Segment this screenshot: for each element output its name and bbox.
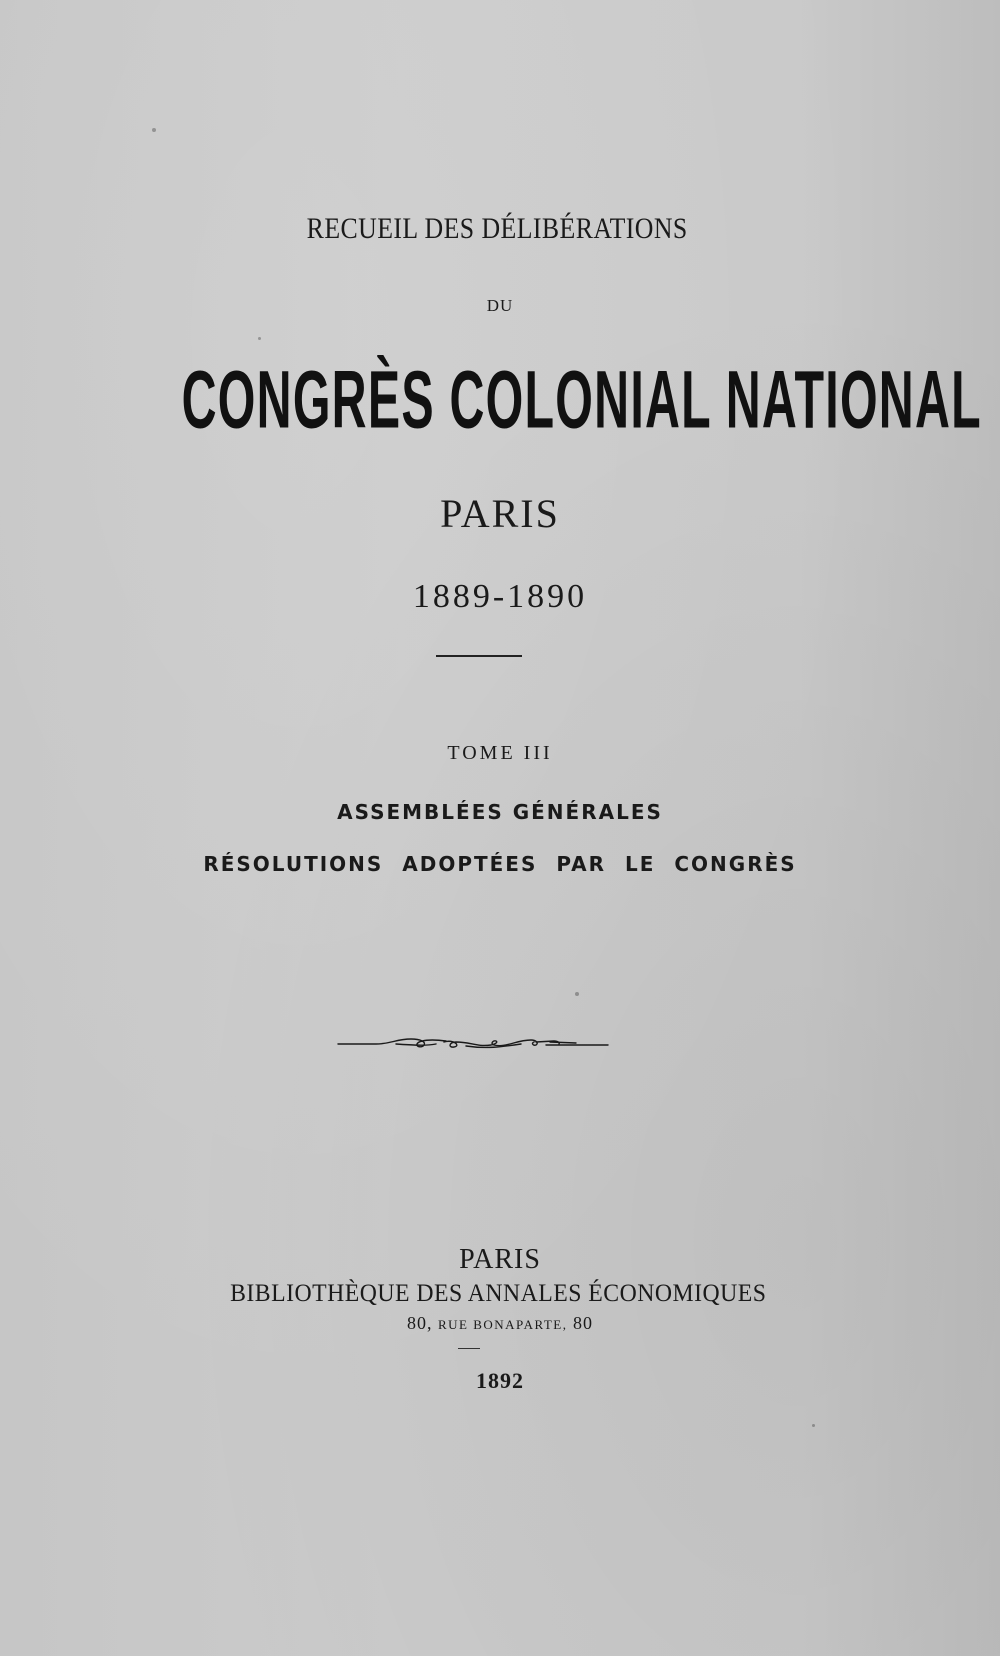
subtitle-assemblees: ASSEMBLÉES GÉNÉRALES xyxy=(337,800,663,824)
paper-speck xyxy=(152,128,156,132)
address-number-left: 80, xyxy=(406,1313,433,1333)
paper-speck xyxy=(575,992,579,996)
imprint-year: 1892 xyxy=(476,1368,524,1393)
imprint-city: PARIS xyxy=(459,1244,541,1275)
paper-speck xyxy=(258,337,261,340)
city-title: PARIS xyxy=(440,491,560,536)
imprint-publisher: BIBLIOTHÈQUE DES ANNALES ÉCONOMIQUES xyxy=(230,1280,767,1307)
address-street: RUE BONAPARTE, xyxy=(437,1317,568,1332)
heading-du: DU xyxy=(486,296,514,315)
heading-recueil: RECUEIL DES DÉLIBÉRATIONS xyxy=(306,212,688,245)
years: 1889-1890 xyxy=(412,578,588,615)
volume-label: TOME III xyxy=(447,742,553,764)
address-number-right: 80 xyxy=(573,1313,594,1333)
imprint-rule xyxy=(458,1348,480,1349)
paper-speck xyxy=(812,1424,815,1427)
divider-rule xyxy=(436,655,522,657)
ornament-flourish-icon xyxy=(336,1030,611,1052)
subtitle-resolutions: RÉSOLUTIONS ADOPTÉES PAR LE CONGRÈS xyxy=(203,852,797,876)
imprint-address xyxy=(0,1313,1000,1334)
main-title: CONGRÈS COLONIAL NATIONAL xyxy=(181,353,982,446)
